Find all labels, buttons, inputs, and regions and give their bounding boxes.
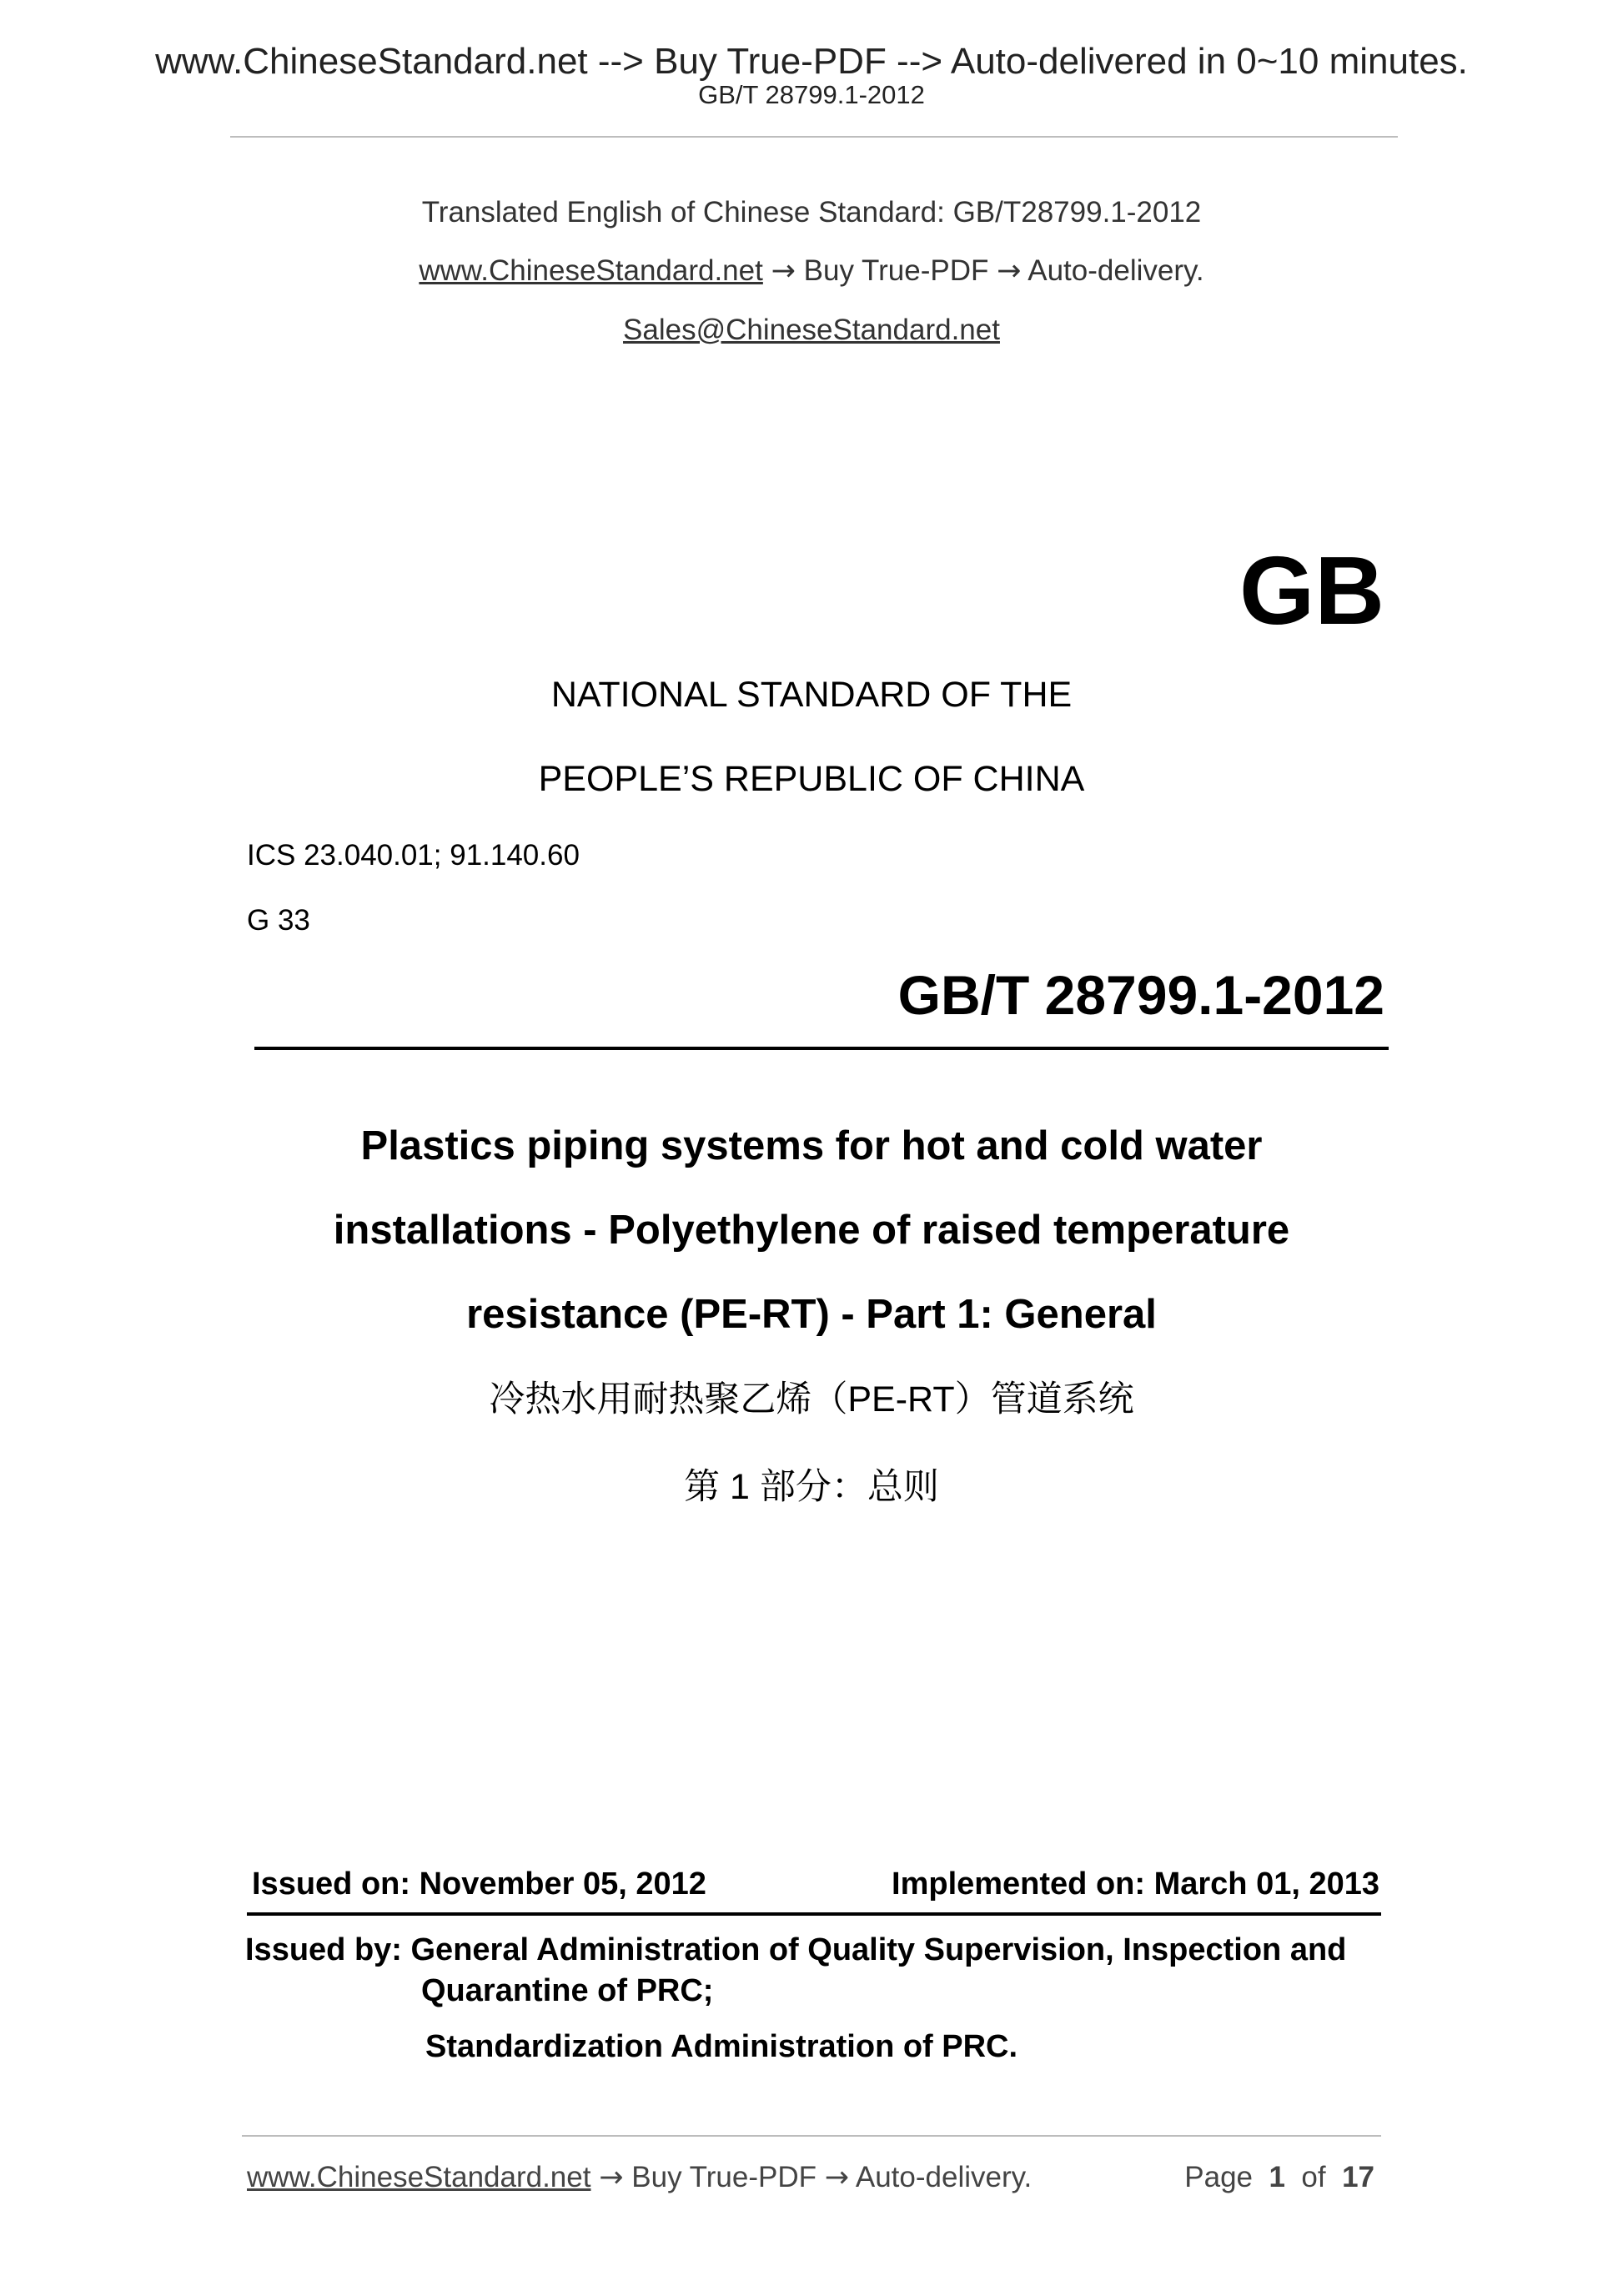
header-banner: www.ChineseStandard.net --> Buy True-PDF --> Auto-delivered in 0~10 minutes. [155,41,1468,82]
issue-divider [247,1912,1381,1916]
chinese-title-line2: 第 1 部分：总则 [684,1467,939,1507]
arrow-right-icon: → [824,2161,850,2194]
translated-notice: Translated English of Chinese Standard: GB/T28799.1-2012 [421,196,1202,229]
footer-buy-text: Buy True-PDF [631,2161,817,2193]
title-line2: installations - Polyethylene of raised temperature [333,1208,1290,1253]
arrow-right-icon: → [997,254,1022,288]
email-link[interactable]: Sales@ChineseStandard.net [623,314,1000,346]
site-link[interactable]: www.ChineseStandard.net [419,254,763,287]
page-label: Page [1184,2161,1254,2193]
header-standard-code: GB/T 28799.1-2012 [698,80,925,109]
chinese-title-line1: 冷热水用耐热聚乙烯（PE-RT）管道系统 [489,1379,1134,1419]
title-line1: Plastics piping systems for hot and cold water [360,1123,1263,1168]
purchase-line [0,256,1623,286]
national-standard-line2: PEOPLE’S REPUBLIC OF CHINA [538,759,1085,799]
footer-purchase-line [247,2163,1032,2193]
issued-by-line1: Issued by: General Administration of Quality Supervision, Inspection and [245,1932,1347,1967]
issued-by-line3: Standardization Administration of PRC. [425,2029,1018,2064]
ics-code: ICS 23.040.01; 91.140.60 [247,839,580,872]
national-standard-line1: NATIONAL STANDARD OF THE [550,675,1073,715]
issued-by-line2: Quarantine of PRC; [421,1973,714,2008]
footer-divider [242,2135,1381,2137]
gb-mark: GB [1239,536,1384,645]
category-code: G 33 [247,904,310,937]
arrow-right-icon: → [599,2161,624,2194]
standard-code: GB/T 28799.1-2012 [897,964,1384,1026]
of-label: of [1301,2161,1326,2193]
issued-on: Issued on: November 05, 2012 [252,1866,706,1902]
code-divider [254,1047,1389,1050]
page-total: 17 [1342,2161,1374,2193]
title-line3: resistance (PE-RT) - Part 1: General [466,1292,1157,1337]
auto-delivery-text: Auto-delivery. [1028,254,1204,287]
arrow-right-icon: → [771,254,796,288]
footer-site-link[interactable]: www.ChineseStandard.net [247,2161,591,2193]
page-number: 1 [1269,2161,1285,2193]
buy-text: Buy True-PDF [803,254,989,287]
header-divider [230,136,1398,138]
implemented-on: Implemented on: March 01, 2013 [892,1866,1379,1902]
page-indicator [1184,2163,1374,2192]
email-line [0,315,1623,344]
footer-auto-delivery-text: Auto-delivery. [855,2161,1033,2193]
